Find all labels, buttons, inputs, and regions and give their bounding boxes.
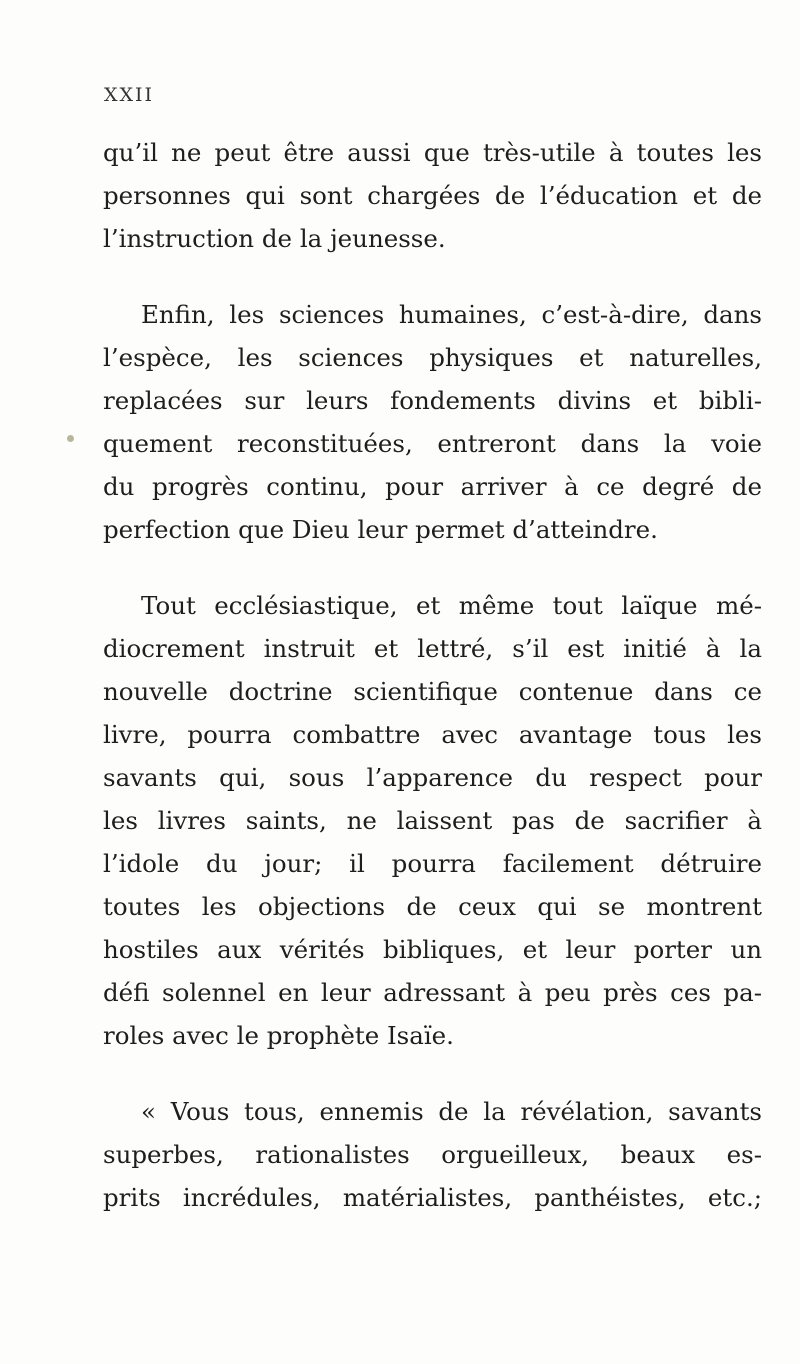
text-line: nouvelle doctrine scientifique contenue dans ce: [103, 677, 762, 706]
text-line: défi solennel en leur adressant à peu près ces pa-: [103, 978, 762, 1007]
paragraph-gap: [103, 1057, 762, 1090]
text-line: savants qui, sous l’apparence du respect pour: [103, 763, 762, 792]
running-head: XXII: [104, 84, 155, 106]
paragraph-1: [103, 131, 762, 260]
text-line: replacées sur leurs fondements divins et bibli-: [103, 386, 762, 415]
paragraph-gap: [103, 260, 762, 293]
paragraph-3: [103, 584, 762, 1057]
text-line: l’instruction de la jeunesse.: [103, 224, 446, 253]
text-line: perfection que Dieu leur permet d’atteindre.: [103, 515, 658, 544]
text-line: Enfin, les sciences humaines, c’est-à-dire, dans: [141, 300, 762, 329]
paragraph-gap: [103, 551, 762, 584]
text-line: qu’il ne peut être aussi que très-utile à toutes les: [103, 138, 762, 167]
text-line: livre, pourra combattre avec avantage tous les: [103, 720, 762, 749]
text-line: Tout ecclésiastique, et même tout laïque mé-: [141, 591, 762, 620]
text-line: diocrement instruit et lettré, s’il est initié à la: [103, 634, 762, 663]
text-line: « Vous tous, ennemis de la révélation, savants: [141, 1097, 762, 1126]
paragraph-4: [103, 1090, 762, 1219]
body-text: [103, 131, 762, 1219]
text-line: toutes les objections de ceux qui se montrent: [103, 892, 762, 921]
text-line: du progrès continu, pour arriver à ce degré de: [103, 472, 762, 501]
text-line: les livres saints, ne laissent pas de sacrifier à: [103, 806, 762, 835]
text-line: superbes, rationalistes orgueilleux, beaux es-: [103, 1140, 762, 1169]
text-line: quement reconstituées, entreront dans la voie: [103, 429, 762, 458]
text-line: roles avec le prophète Isaïe.: [103, 1021, 454, 1050]
text-line: prits incrédules, matérialistes, panthéistes, etc.;: [103, 1183, 762, 1212]
text-line: hostiles aux vérités bibliques, et leur porter un: [103, 935, 762, 964]
paragraph-2: [103, 293, 762, 551]
text-line: personnes qui sont chargées de l’éducation et de: [103, 181, 762, 210]
ink-speck: [67, 435, 74, 442]
text-line: l’idole du jour; il pourra facilement détruire: [103, 849, 762, 878]
text-line: l’espèce, les sciences physiques et naturelles,: [103, 343, 762, 372]
